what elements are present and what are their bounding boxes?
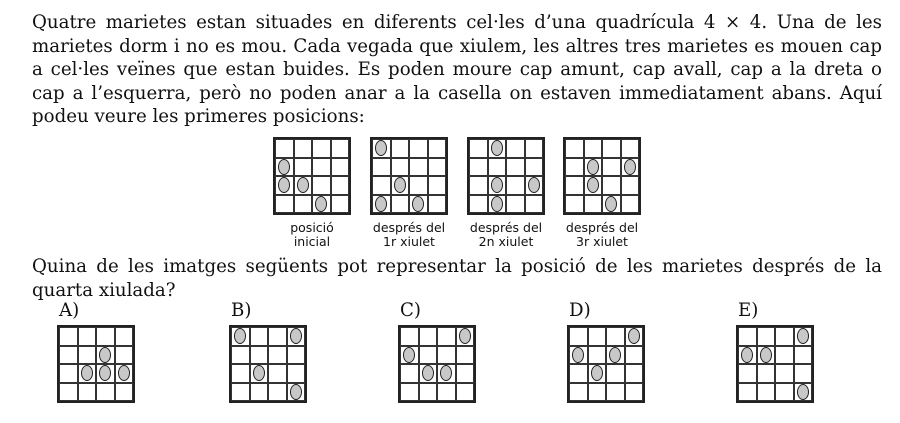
ladybug-icon: [118, 365, 130, 381]
grid-cell: [621, 158, 640, 177]
grid-cell: [59, 364, 78, 383]
grid-cell: [400, 327, 419, 346]
grid-cell: [409, 195, 428, 214]
grid-cell: [268, 364, 287, 383]
grid-cell: [565, 139, 584, 158]
ladybug-icon: [624, 159, 636, 175]
sequence-grid: [467, 137, 545, 215]
grid-cell: [588, 383, 607, 402]
grid-cell: [275, 158, 294, 177]
grid-cell: [469, 158, 488, 177]
grid-cell: [506, 158, 525, 177]
grid-cell: [372, 176, 391, 195]
grid-cell: [621, 139, 640, 158]
grid-cell: [59, 346, 78, 365]
grid-cell: [331, 195, 350, 214]
grid-cell: [775, 383, 794, 402]
grid-cell: [312, 176, 331, 195]
ladybug-icon: [605, 196, 617, 212]
ladybug-icon: [297, 177, 309, 193]
grid-cell: [488, 158, 507, 177]
caption-line: després del: [565, 220, 639, 235]
grid-cell: [231, 364, 250, 383]
grid-cell: [268, 383, 287, 402]
grid-cell: [569, 346, 588, 365]
grid-cell: [96, 364, 115, 383]
grid-cell: [602, 139, 621, 158]
grid-cell: [59, 327, 78, 346]
grid-cell: [437, 383, 456, 402]
option-label: A): [59, 300, 80, 321]
grid-cell: [525, 176, 544, 195]
grid-cell: [569, 364, 588, 383]
grid-cell: [275, 195, 294, 214]
caption-line: 2n xiulet: [478, 234, 534, 249]
grid-cell: [757, 346, 776, 365]
grid-cell: [437, 327, 456, 346]
grid-cell: [775, 346, 794, 365]
grid-cell: [565, 195, 584, 214]
option-grid: [229, 325, 307, 403]
grid-cell: [294, 176, 313, 195]
grid-cell: [606, 364, 625, 383]
grid-cell: [588, 327, 607, 346]
grid-cell: [428, 195, 447, 214]
grid-cell: [294, 139, 313, 158]
sequence-grid: [563, 137, 641, 215]
ladybug-icon: [528, 177, 540, 193]
grid-cell: [287, 383, 306, 402]
grid-cell: [419, 364, 438, 383]
grid-cell: [96, 383, 115, 402]
grid-cell: [775, 364, 794, 383]
sequence-caption: [461, 221, 551, 249]
ladybug-icon: [587, 159, 599, 175]
grid-cell: [115, 383, 134, 402]
grid-cell: [437, 364, 456, 383]
grid-cell: [331, 139, 350, 158]
option-label: E): [738, 300, 759, 321]
ladybug-icon: [99, 347, 111, 363]
caption-line: després del: [469, 220, 543, 235]
grid-cell: [456, 364, 475, 383]
grid-cell: [738, 364, 757, 383]
grid-cell: [287, 364, 306, 383]
option-label: C): [400, 300, 422, 321]
grid-cell: [115, 346, 134, 365]
grid-cell: [456, 346, 475, 365]
ladybug-icon: [440, 365, 452, 381]
grid-cell: [294, 195, 313, 214]
grid-cell: [469, 176, 488, 195]
grid-cell: [409, 158, 428, 177]
grid-cell: [96, 346, 115, 365]
grid-cell: [78, 346, 97, 365]
grid-cell: [621, 176, 640, 195]
grid-cell: [115, 327, 134, 346]
grid-cell: [372, 158, 391, 177]
sequence-caption: [267, 221, 357, 249]
grid-cell: [506, 195, 525, 214]
grid-cell: [250, 327, 269, 346]
option-grid: [567, 325, 645, 403]
grid-cell: [569, 383, 588, 402]
grid-cell: [391, 139, 410, 158]
ladybug-icon: [253, 365, 265, 381]
ladybug-icon: [591, 365, 603, 381]
grid-cell: [602, 158, 621, 177]
grid-cell: [419, 327, 438, 346]
grid-cell: [96, 327, 115, 346]
grid-cell: [456, 327, 475, 346]
ladybug-icon: [491, 177, 503, 193]
ladybug-icon: [290, 384, 302, 400]
grid-cell: [250, 383, 269, 402]
option-label: B): [231, 300, 252, 321]
grid-cell: [231, 383, 250, 402]
grid-cell: [400, 346, 419, 365]
grid-cell: [757, 364, 776, 383]
sequence-grid: [370, 137, 448, 215]
grid-cell: [794, 383, 813, 402]
grid-cell: [312, 158, 331, 177]
question-text: Quina de les imatges següents pot representar la posició de les marietes després de la quarta xiulada?: [32, 256, 882, 301]
grid-cell: [794, 327, 813, 346]
grid-cell: [606, 383, 625, 402]
grid-cell: [419, 383, 438, 402]
ladybug-icon: [459, 328, 471, 344]
ladybug-icon: [422, 365, 434, 381]
grid-cell: [584, 176, 603, 195]
grid-cell: [584, 139, 603, 158]
sequence-grid: [273, 137, 351, 215]
grid-cell: [275, 176, 294, 195]
caption-line: 1r xiulet: [383, 234, 435, 249]
grid-cell: [602, 195, 621, 214]
ladybug-icon: [403, 347, 415, 363]
grid-cell: [409, 139, 428, 158]
ladybug-icon: [797, 328, 809, 344]
grid-cell: [794, 346, 813, 365]
grid-cell: [419, 346, 438, 365]
grid-cell: [506, 176, 525, 195]
ladybug-icon: [99, 365, 111, 381]
grid-cell: [400, 383, 419, 402]
grid-cell: [115, 364, 134, 383]
grid-cell: [294, 158, 313, 177]
grid-cell: [625, 346, 644, 365]
ladybug-icon: [797, 384, 809, 400]
grid-cell: [428, 158, 447, 177]
grid-cell: [456, 383, 475, 402]
grid-cell: [588, 364, 607, 383]
grid-cell: [525, 195, 544, 214]
grid-cell: [391, 195, 410, 214]
grid-cell: [488, 176, 507, 195]
grid-cell: [78, 327, 97, 346]
ladybug-icon: [741, 347, 753, 363]
option-grid: [398, 325, 476, 403]
grid-cell: [231, 346, 250, 365]
ladybug-icon: [375, 196, 387, 212]
ladybug-icon: [278, 177, 290, 193]
caption-line: 3r xiulet: [576, 234, 628, 249]
grid-cell: [757, 327, 776, 346]
grid-cell: [437, 346, 456, 365]
grid-cell: [287, 346, 306, 365]
grid-cell: [287, 327, 306, 346]
grid-cell: [488, 139, 507, 158]
ladybug-icon: [491, 196, 503, 212]
ladybug-icon: [394, 177, 406, 193]
grid-cell: [268, 327, 287, 346]
grid-cell: [312, 139, 331, 158]
ladybug-icon: [375, 140, 387, 156]
ladybug-icon: [587, 177, 599, 193]
grid-cell: [78, 383, 97, 402]
caption-line: posició: [290, 220, 334, 235]
grid-cell: [391, 158, 410, 177]
grid-cell: [525, 139, 544, 158]
grid-cell: [588, 346, 607, 365]
grid-cell: [794, 364, 813, 383]
grid-cell: [428, 176, 447, 195]
sequence-caption: [364, 221, 454, 249]
grid-cell: [268, 346, 287, 365]
grid-cell: [59, 383, 78, 402]
grid-cell: [775, 327, 794, 346]
option-label: D): [569, 300, 591, 321]
caption-line: després del: [372, 220, 446, 235]
grid-cell: [231, 327, 250, 346]
grid-cell: [525, 158, 544, 177]
option-grid: [57, 325, 135, 403]
option-grid: [736, 325, 814, 403]
grid-cell: [565, 176, 584, 195]
grid-cell: [757, 383, 776, 402]
problem-statement: Quatre marietes estan situades en diferents cel·les d’una quadrícula 4 × 4. Una de les marietes dorm i no es mou. Cada vegada que xiulem, les altres tres marietes es mouen cap a cel·les veïnes que estan buides. Es poden moure cap amunt, cap avall, cap a la dreta o cap a l’esquerra, però no poden anar a la casella on estaven immediatament abans. Aquí podeu veure les primeres posicions:: [32, 12, 882, 128]
grid-cell: [372, 139, 391, 158]
grid-cell: [469, 195, 488, 214]
grid-cell: [250, 364, 269, 383]
grid-cell: [428, 139, 447, 158]
grid-cell: [312, 195, 331, 214]
grid-cell: [506, 139, 525, 158]
grid-cell: [625, 383, 644, 402]
grid-cell: [469, 139, 488, 158]
ladybug-icon: [412, 196, 424, 212]
grid-cell: [565, 158, 584, 177]
sequence-caption: [557, 221, 647, 249]
grid-cell: [391, 176, 410, 195]
grid-cell: [275, 139, 294, 158]
grid-cell: [584, 195, 603, 214]
ladybug-icon: [572, 347, 584, 363]
grid-cell: [331, 176, 350, 195]
ladybug-icon: [628, 328, 640, 344]
grid-cell: [621, 195, 640, 214]
grid-cell: [625, 327, 644, 346]
ladybug-icon: [760, 347, 772, 363]
grid-cell: [78, 364, 97, 383]
ladybug-icon: [290, 328, 302, 344]
grid-cell: [488, 195, 507, 214]
grid-cell: [250, 346, 269, 365]
grid-cell: [331, 158, 350, 177]
grid-cell: [409, 176, 428, 195]
grid-cell: [400, 364, 419, 383]
grid-cell: [738, 383, 757, 402]
grid-cell: [606, 327, 625, 346]
grid-cell: [569, 327, 588, 346]
grid-cell: [738, 327, 757, 346]
grid-cell: [584, 158, 603, 177]
ladybug-icon: [315, 196, 327, 212]
caption-line: inicial: [293, 234, 331, 249]
ladybug-icon: [234, 328, 246, 344]
ladybug-icon: [491, 140, 503, 156]
grid-cell: [372, 195, 391, 214]
ladybug-icon: [81, 365, 93, 381]
grid-cell: [625, 364, 644, 383]
grid-cell: [606, 346, 625, 365]
grid-cell: [738, 346, 757, 365]
grid-cell: [602, 176, 621, 195]
ladybug-icon: [278, 159, 290, 175]
ladybug-icon: [609, 347, 621, 363]
